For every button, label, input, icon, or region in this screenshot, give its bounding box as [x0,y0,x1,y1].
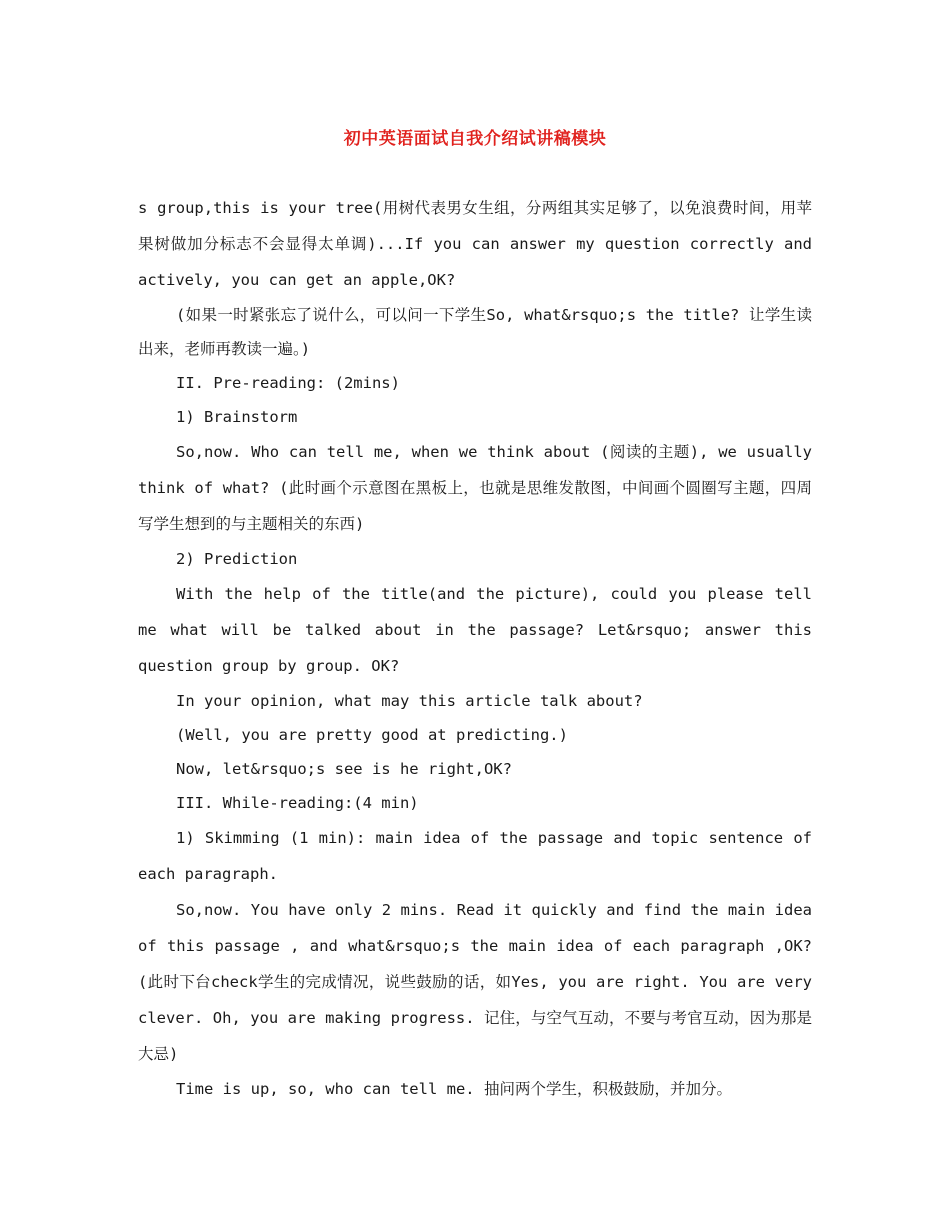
paragraph-praise: (Well, you are pretty good at predicting.) [176,726,568,744]
paragraph-check: Now, let&rsquo;s see is he right,OK? [176,760,512,778]
paragraph-time-up: Time is up, so, who can tell me. 抽问两个学生，积极鼓励，并加分。 [176,1080,732,1098]
paragraph-forget-tip: (如果一时紧张忘了说什么，可以问一下学生So, what&rsquo;s the title? 让学生读出来，老师再教读一遍。) [138,306,812,358]
heading-prediction: 2) Prediction [176,550,298,568]
paragraph-brainstorm: So,now. Who can tell me, when we think about (阅读的主题), we usually think of what? (此时画个示意图在黑板上，也就是思维发散图，中间画个圆圈写主题，四周写学生想到的与主题相关的东西) [138,443,812,533]
heading-while-reading: III. While-reading:(4 min) [176,794,419,812]
heading-pre-reading: II. Pre-reading: (2mins) [176,374,400,392]
heading-brainstorm: 1) Brainstorm [176,408,298,426]
document-title: 初中英语面试自我介绍试讲稿模块 [343,129,607,149]
document-body [138,190,812,1106]
paragraph-prediction: With the help of the title(and the picture), could you please tell me what will be talked about in the passage? Let&rsquo; answer this question group by group. OK? [138,585,812,675]
paragraph-opinion: In your opinion, what may this article talk about? [176,692,643,710]
paragraph-group-tree: s group,this is your tree(用树代表男女生组，分两组其实足够了，以免浪费时间，用苹果树做加分标志不会显得太单调)...If you can answer my question correctly and actively, you can get an apple,OK? [138,199,812,289]
paragraph-skimming-instructions: So,now. You have only 2 mins. Read it quickly and find the main idea of this passage , and what&rsquo;s the main idea of each paragraph ,OK? (此时下台check学生的完成情况，说些鼓励的话，如Yes, you are right. You are very clever. Oh, you are making progress. 记住，与空气互动，不要与考官互动，因为那是大忌) [138,901,812,1063]
paragraph-skimming: 1) Skimming (1 min): main idea of the passage and topic sentence of each paragraph. [138,829,812,883]
